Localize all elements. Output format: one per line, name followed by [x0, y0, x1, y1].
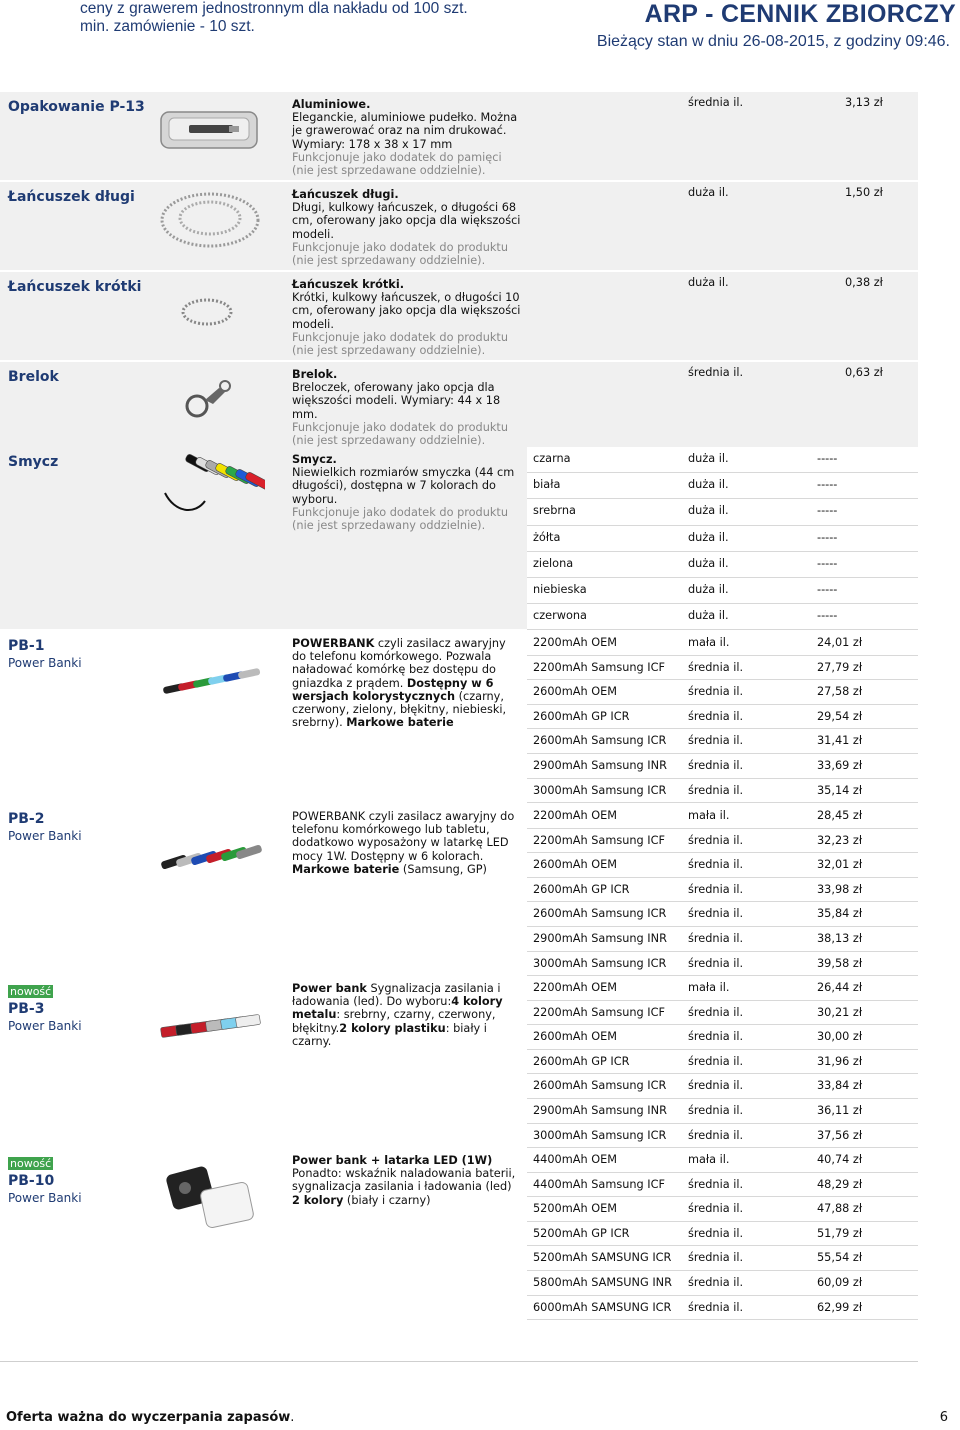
product-image: [155, 453, 265, 523]
price-value: 48,29 zł: [817, 1177, 863, 1191]
variant-name: 2600mAh GP ICR: [533, 709, 630, 723]
variant-row: [527, 680, 918, 705]
description-bold: 2 kolory: [292, 1193, 344, 1207]
new-badge: nowość: [10, 985, 52, 998]
product-image: [155, 94, 265, 164]
variant-row: [527, 1074, 918, 1099]
description-note: Funkcjonuje jako dodatek do produktu (nie jest sprzedawany oddzielnie).: [292, 240, 509, 268]
price-value: -----: [817, 609, 838, 623]
variant-name: 2600mAh OEM: [533, 1030, 618, 1044]
quantity-label: średnia il.: [688, 1202, 744, 1216]
page-header: [0, 0, 960, 72]
quantity-label: średnia il.: [688, 1030, 744, 1044]
product-category: Power Banki: [8, 1019, 82, 1033]
row-divider: [527, 1319, 918, 1320]
variant-name: 5200mAh GP ICR: [533, 1226, 630, 1240]
quantity-label: duża il.: [688, 583, 729, 596]
description-text: (czarny, czerwony, zielony, błękitny, niebieski, srebrny).: [292, 689, 507, 730]
variant-name: zielona: [533, 556, 574, 570]
product-description: [292, 1154, 522, 1207]
variant-name: 3000mAh Samsung ICR: [533, 783, 667, 797]
quantity-label: mała il.: [688, 636, 730, 649]
product-name: Opakowanie P-13: [8, 99, 145, 115]
price-value: -----: [817, 504, 838, 518]
variant-name: 5800mAh SAMSUNG INR: [533, 1276, 672, 1289]
variant-row: [527, 705, 918, 730]
variant-name: czerwona: [533, 609, 587, 623]
variant-name: 2600mAh Samsung ICR: [533, 907, 667, 921]
quantity-label: średnia il.: [688, 734, 744, 748]
variant-row: [527, 1099, 918, 1124]
product-row: [0, 272, 918, 360]
variant-name: 2900mAh Samsung INR: [533, 932, 667, 945]
quantity-label: średnia il.: [688, 1005, 744, 1019]
footer-note: [6, 1410, 294, 1425]
description-bold: Markowe baterie: [292, 862, 400, 876]
variant-row: [527, 1222, 918, 1247]
quantity-label: średnia il.: [688, 833, 744, 847]
quantity-label: duża il.: [688, 478, 729, 492]
product-image: [155, 1162, 265, 1232]
quantity-label: mała il.: [688, 809, 730, 822]
description-text: czyli zasilacz awaryjny do telefonu komórkowego. Pozwala naładować komórkę bez dostępu do gniazdka z prądem.: [292, 637, 506, 690]
price-value: 24,01 zł: [817, 636, 863, 649]
quantity-label: duża il.: [688, 609, 729, 623]
variant-row: [527, 499, 918, 525]
price-value: 33,84 zł: [817, 1079, 863, 1093]
variant-name: 5200mAh OEM: [533, 1202, 618, 1216]
quantity-label: średnia il.: [688, 882, 744, 896]
variant-row: [527, 927, 918, 952]
price-value: 33,69 zł: [817, 759, 863, 772]
variant-row: [527, 1246, 918, 1271]
description-bold: 2 kolory plastiku: [339, 1021, 446, 1035]
variant-row: [527, 1001, 918, 1026]
description-note: Funkcjonuje jako dodatek do produktu (nie jest sprzedawany oddzielnie).: [292, 505, 509, 533]
variant-row: [527, 952, 918, 977]
variant-name: 5200mAh SAMSUNG ICR: [533, 1251, 672, 1265]
quantity-label: średnia il.: [688, 660, 744, 674]
variant-row: [527, 447, 918, 473]
quantity-label: średnia il.: [688, 932, 744, 945]
price-value: 60,09 zł: [817, 1276, 863, 1289]
quantity-label: średnia il.: [688, 907, 744, 921]
variant-row: [527, 1197, 918, 1222]
quantity-label: średnia il.: [688, 783, 744, 797]
variant-name: srebrna: [533, 504, 576, 518]
description-bold: Power bank + latarka LED (1W): [292, 1154, 493, 1167]
product-image: [155, 645, 265, 715]
variant-row: [527, 526, 918, 552]
description-note: Funkcjonuje jako dodatek do produktu (nie jest sprzedawany oddzielnie).: [292, 420, 509, 448]
product-category: Power Banki: [8, 1191, 82, 1205]
description-bold: Markowe baterie: [346, 716, 454, 730]
quantity-label: średnia il.: [688, 1079, 744, 1093]
variant-name: 2200mAh Samsung ICF: [533, 833, 666, 847]
variant-name: 2200mAh OEM: [533, 636, 618, 649]
footer-note-tail: .: [290, 1410, 295, 1425]
quantity-label: duża il.: [688, 530, 729, 544]
variant-row: [527, 878, 918, 903]
product-code: PB-1: [8, 638, 45, 654]
quantity-label: mała il.: [688, 1153, 730, 1166]
variant-row: [527, 853, 918, 878]
quantity-label: średnia il.: [688, 1251, 744, 1265]
variant-row: [527, 578, 918, 604]
quantity-label: średnia il.: [688, 366, 744, 379]
description-text: (Samsung, GP): [399, 862, 487, 876]
variant-row: [527, 631, 918, 656]
variant-row: [527, 804, 918, 829]
footer-note-bold: Oferta ważna do wyczerpania zapasów: [6, 1410, 291, 1425]
variant-row: [527, 552, 918, 578]
price-value: 0,38 zł: [845, 276, 883, 289]
variant-name: 6000mAh SAMSUNG ICR: [533, 1300, 672, 1314]
price-value: 30,21 zł: [817, 1005, 863, 1019]
product-name: [8, 637, 148, 671]
description-bold: 4 kolory metalu: [292, 995, 503, 1022]
description-bold: Dostępny w 6 wersjach kolorystycznych: [292, 676, 494, 703]
description-text: : biały i czarny.: [292, 1021, 487, 1048]
variant-name: 2600mAh GP ICR: [533, 1054, 630, 1068]
description-bold: Power bank: [292, 982, 367, 995]
divider: [0, 1361, 918, 1362]
quantity-label: średnia il.: [688, 685, 744, 699]
variant-row: [527, 473, 918, 499]
price-value: 3,13 zł: [845, 96, 883, 109]
variant-name: 4400mAh OEM: [533, 1153, 618, 1166]
variant-row: [527, 656, 918, 681]
product-name: [8, 1154, 148, 1206]
product-name: Brelok: [8, 369, 59, 385]
header-note-1: ceny z grawerem jednostronnym dla nakładu od 100 szt.: [80, 0, 468, 17]
quantity-label: średnia il.: [688, 1128, 744, 1142]
page-subtitle: Bieżący stan w dniu 26-08-2015, z godziny 09:46.: [596, 33, 950, 50]
quantity-label: duża il.: [688, 452, 729, 465]
variant-row: [527, 729, 918, 754]
variant-name: 4400mAh Samsung ICF: [533, 1177, 666, 1191]
variant-row: [527, 779, 918, 804]
price-value: 31,41 zł: [817, 734, 863, 748]
quantity-label: średnia il.: [688, 1300, 744, 1314]
price-value: 1,50 zł: [845, 186, 883, 199]
product-name: Smycz: [8, 454, 59, 470]
product-row: [0, 182, 918, 270]
header-note-2: min. zamówienie - 10 szt.: [80, 18, 255, 35]
variant-name: 2200mAh OEM: [533, 981, 618, 994]
price-value: -----: [817, 478, 838, 492]
description-heading: Łańcuszek krótki.: [292, 278, 404, 291]
product-description: [292, 188, 522, 267]
product-image: [155, 818, 265, 888]
quantity-label: mała il.: [688, 981, 730, 994]
price-value: 32,23 zł: [817, 833, 863, 847]
product-description: [292, 810, 522, 876]
variant-name: 2600mAh GP ICR: [533, 882, 630, 896]
variant-row: [527, 1296, 918, 1321]
variant-name: 2600mAh Samsung ICR: [533, 1079, 667, 1093]
description-text: Sygnalizacja zasilania i ładowania (led). Do wyboru:: [292, 982, 501, 1009]
variant-name: 2200mAh Samsung ICF: [533, 1005, 666, 1019]
price-value: 62,99 zł: [817, 1300, 863, 1314]
variant-name: 2600mAh Samsung ICR: [533, 734, 667, 748]
price-value: 39,58 zł: [817, 956, 863, 970]
description-heading: Aluminiowe.: [292, 98, 371, 111]
product-name: Łańcuszek długi: [8, 189, 135, 205]
variant-name: 2600mAh OEM: [533, 685, 618, 699]
variant-name: biała: [533, 478, 561, 492]
variant-name: żółta: [533, 530, 561, 544]
variant-row: [527, 1025, 918, 1050]
price-value: 27,58 zł: [817, 685, 863, 699]
variant-name: 3000mAh Samsung ICR: [533, 1128, 667, 1142]
quantity-label: średnia il.: [688, 709, 744, 723]
price-value: 37,56 zł: [817, 1128, 863, 1142]
product-row: [0, 92, 918, 180]
variant-row: [527, 1124, 918, 1149]
quantity-label: średnia il.: [688, 1276, 744, 1289]
description-heading: Brelok.: [292, 368, 338, 381]
variant-row: [527, 1271, 918, 1296]
product-name: Łańcuszek krótki: [8, 279, 142, 295]
product-image: [155, 990, 265, 1060]
variant-row: [527, 829, 918, 854]
variant-row: [527, 1050, 918, 1075]
variant-name: 2900mAh Samsung INR: [533, 759, 667, 772]
product-description: [292, 278, 522, 357]
price-value: 28,45 zł: [817, 809, 863, 822]
product-name: [8, 982, 148, 1034]
price-value: 29,54 zł: [817, 709, 863, 723]
description-text: : srebrny, czarny, czerwony, błękitny.: [292, 1008, 496, 1035]
price-value: 31,96 zł: [817, 1054, 863, 1068]
variant-row: [527, 1173, 918, 1198]
description-bold: POWERBANK: [292, 637, 375, 650]
price-value: 35,14 zł: [817, 783, 863, 797]
variant-name: 2900mAh Samsung INR: [533, 1104, 667, 1117]
description-text: POWERBANK czyli zasilacz awaryjny do telefonu komórkowego lub tabletu, dodatkowo wyposażony w latarkę LED mocy 1W. Dostępny w 6 kolorach.: [292, 810, 515, 863]
variant-name: 3000mAh Samsung ICR: [533, 956, 667, 970]
variant-row: [527, 754, 918, 779]
description-text: (biały i czarny): [343, 1193, 431, 1207]
quantity-label: średnia il.: [688, 956, 744, 970]
description-text: Długi, kulkowy łańcuszek, o długości 68 cm, oferowany jako opcja dla większości modeli.: [292, 201, 521, 241]
product-code: PB-3: [8, 1001, 45, 1017]
price-value: 47,88 zł: [817, 1202, 863, 1216]
quantity-label: duża il.: [688, 276, 729, 289]
product-image: [155, 274, 265, 344]
price-value: 36,11 zł: [817, 1104, 863, 1117]
price-value: 32,01 zł: [817, 858, 863, 872]
price-value: 33,98 zł: [817, 882, 863, 896]
price-value: -----: [817, 530, 838, 544]
product-code: PB-10: [8, 1173, 55, 1189]
description-heading: Łańcuszek długi.: [292, 188, 399, 201]
quantity-label: średnia il.: [688, 1054, 744, 1068]
price-value: -----: [817, 556, 838, 570]
price-value: 30,00 zł: [817, 1030, 863, 1044]
variant-name: 2600mAh OEM: [533, 858, 618, 872]
description-text: Eleganckie, aluminiowe pudełko. Można je grawerować oraz na nim drukować. Wymiary: 178 x 38 x 17 mm: [292, 111, 518, 151]
price-value: 0,63 zł: [845, 366, 883, 379]
product-category: Power Banki: [8, 829, 82, 843]
price-value: 40,74 zł: [817, 1153, 863, 1166]
variant-row: [527, 604, 918, 630]
new-badge: nowość: [10, 1157, 52, 1170]
variant-name: 2200mAh OEM: [533, 809, 618, 822]
description-text: Krótki, kulkowy łańcuszek, o długości 10 cm, oferowany jako opcja dla większości modeli.: [292, 291, 521, 331]
product-description: [292, 368, 522, 447]
variant-name: 2200mAh Samsung ICF: [533, 660, 666, 674]
price-value: 35,84 zł: [817, 907, 863, 921]
description-note: Funkcjonuje jako dodatek do pamięci (nie jest sprzedawane oddzielnie).: [292, 150, 502, 178]
quantity-label: duża il.: [688, 504, 729, 518]
quantity-label: średnia il.: [688, 96, 744, 109]
product-description: [292, 637, 522, 729]
variant-name: czarna: [533, 452, 571, 465]
description-heading: Smycz.: [292, 453, 337, 466]
product-image: [155, 184, 265, 254]
page-title: ARP - CENNIK ZBIORCZY: [644, 0, 956, 28]
price-value: 55,54 zł: [817, 1251, 863, 1265]
price-value: 38,13 zł: [817, 932, 863, 945]
variant-name: niebieska: [533, 583, 587, 596]
price-value: 26,44 zł: [817, 981, 863, 994]
price-value: 51,79 zł: [817, 1226, 863, 1240]
product-row: [0, 362, 918, 450]
price-value: -----: [817, 583, 838, 596]
header-notes: [80, 0, 468, 36]
quantity-label: średnia il.: [688, 1226, 744, 1240]
description-note: Funkcjonuje jako dodatek do produktu (nie jest sprzedawany oddzielnie).: [292, 330, 509, 358]
description-text: Niewielkich rozmiarów smyczka (44 cm długości), dostępna w 7 kolorach do wyboru.: [292, 466, 515, 506]
quantity-label: duża il.: [688, 556, 729, 570]
quantity-label: średnia il.: [688, 1177, 744, 1191]
product-code: PB-2: [8, 811, 45, 827]
variant-row: [527, 976, 918, 1001]
variant-row: [527, 1148, 918, 1173]
product-image: [155, 364, 265, 434]
description-text: Ponadto: wskaźnik naladowania baterii, sygnalizacja zasilania i ładowania (led): [292, 1167, 516, 1194]
price-value: 27,79 zł: [817, 660, 863, 674]
product-description: [292, 982, 522, 1048]
price-value: -----: [817, 452, 838, 465]
description-text: Breloczek, oferowany jako opcja dla większości modeli. Wymiary: 44 x 18 mm.: [292, 381, 501, 421]
quantity-label: duża il.: [688, 186, 729, 199]
quantity-label: średnia il.: [688, 759, 744, 772]
quantity-label: średnia il.: [688, 858, 744, 872]
product-name: [8, 810, 148, 844]
product-description: [292, 453, 522, 532]
product-description: [292, 98, 522, 177]
product-category: Power Banki: [8, 656, 82, 670]
page-number: 6: [939, 1410, 948, 1425]
variant-row: [527, 902, 918, 927]
quantity-label: średnia il.: [688, 1104, 744, 1117]
